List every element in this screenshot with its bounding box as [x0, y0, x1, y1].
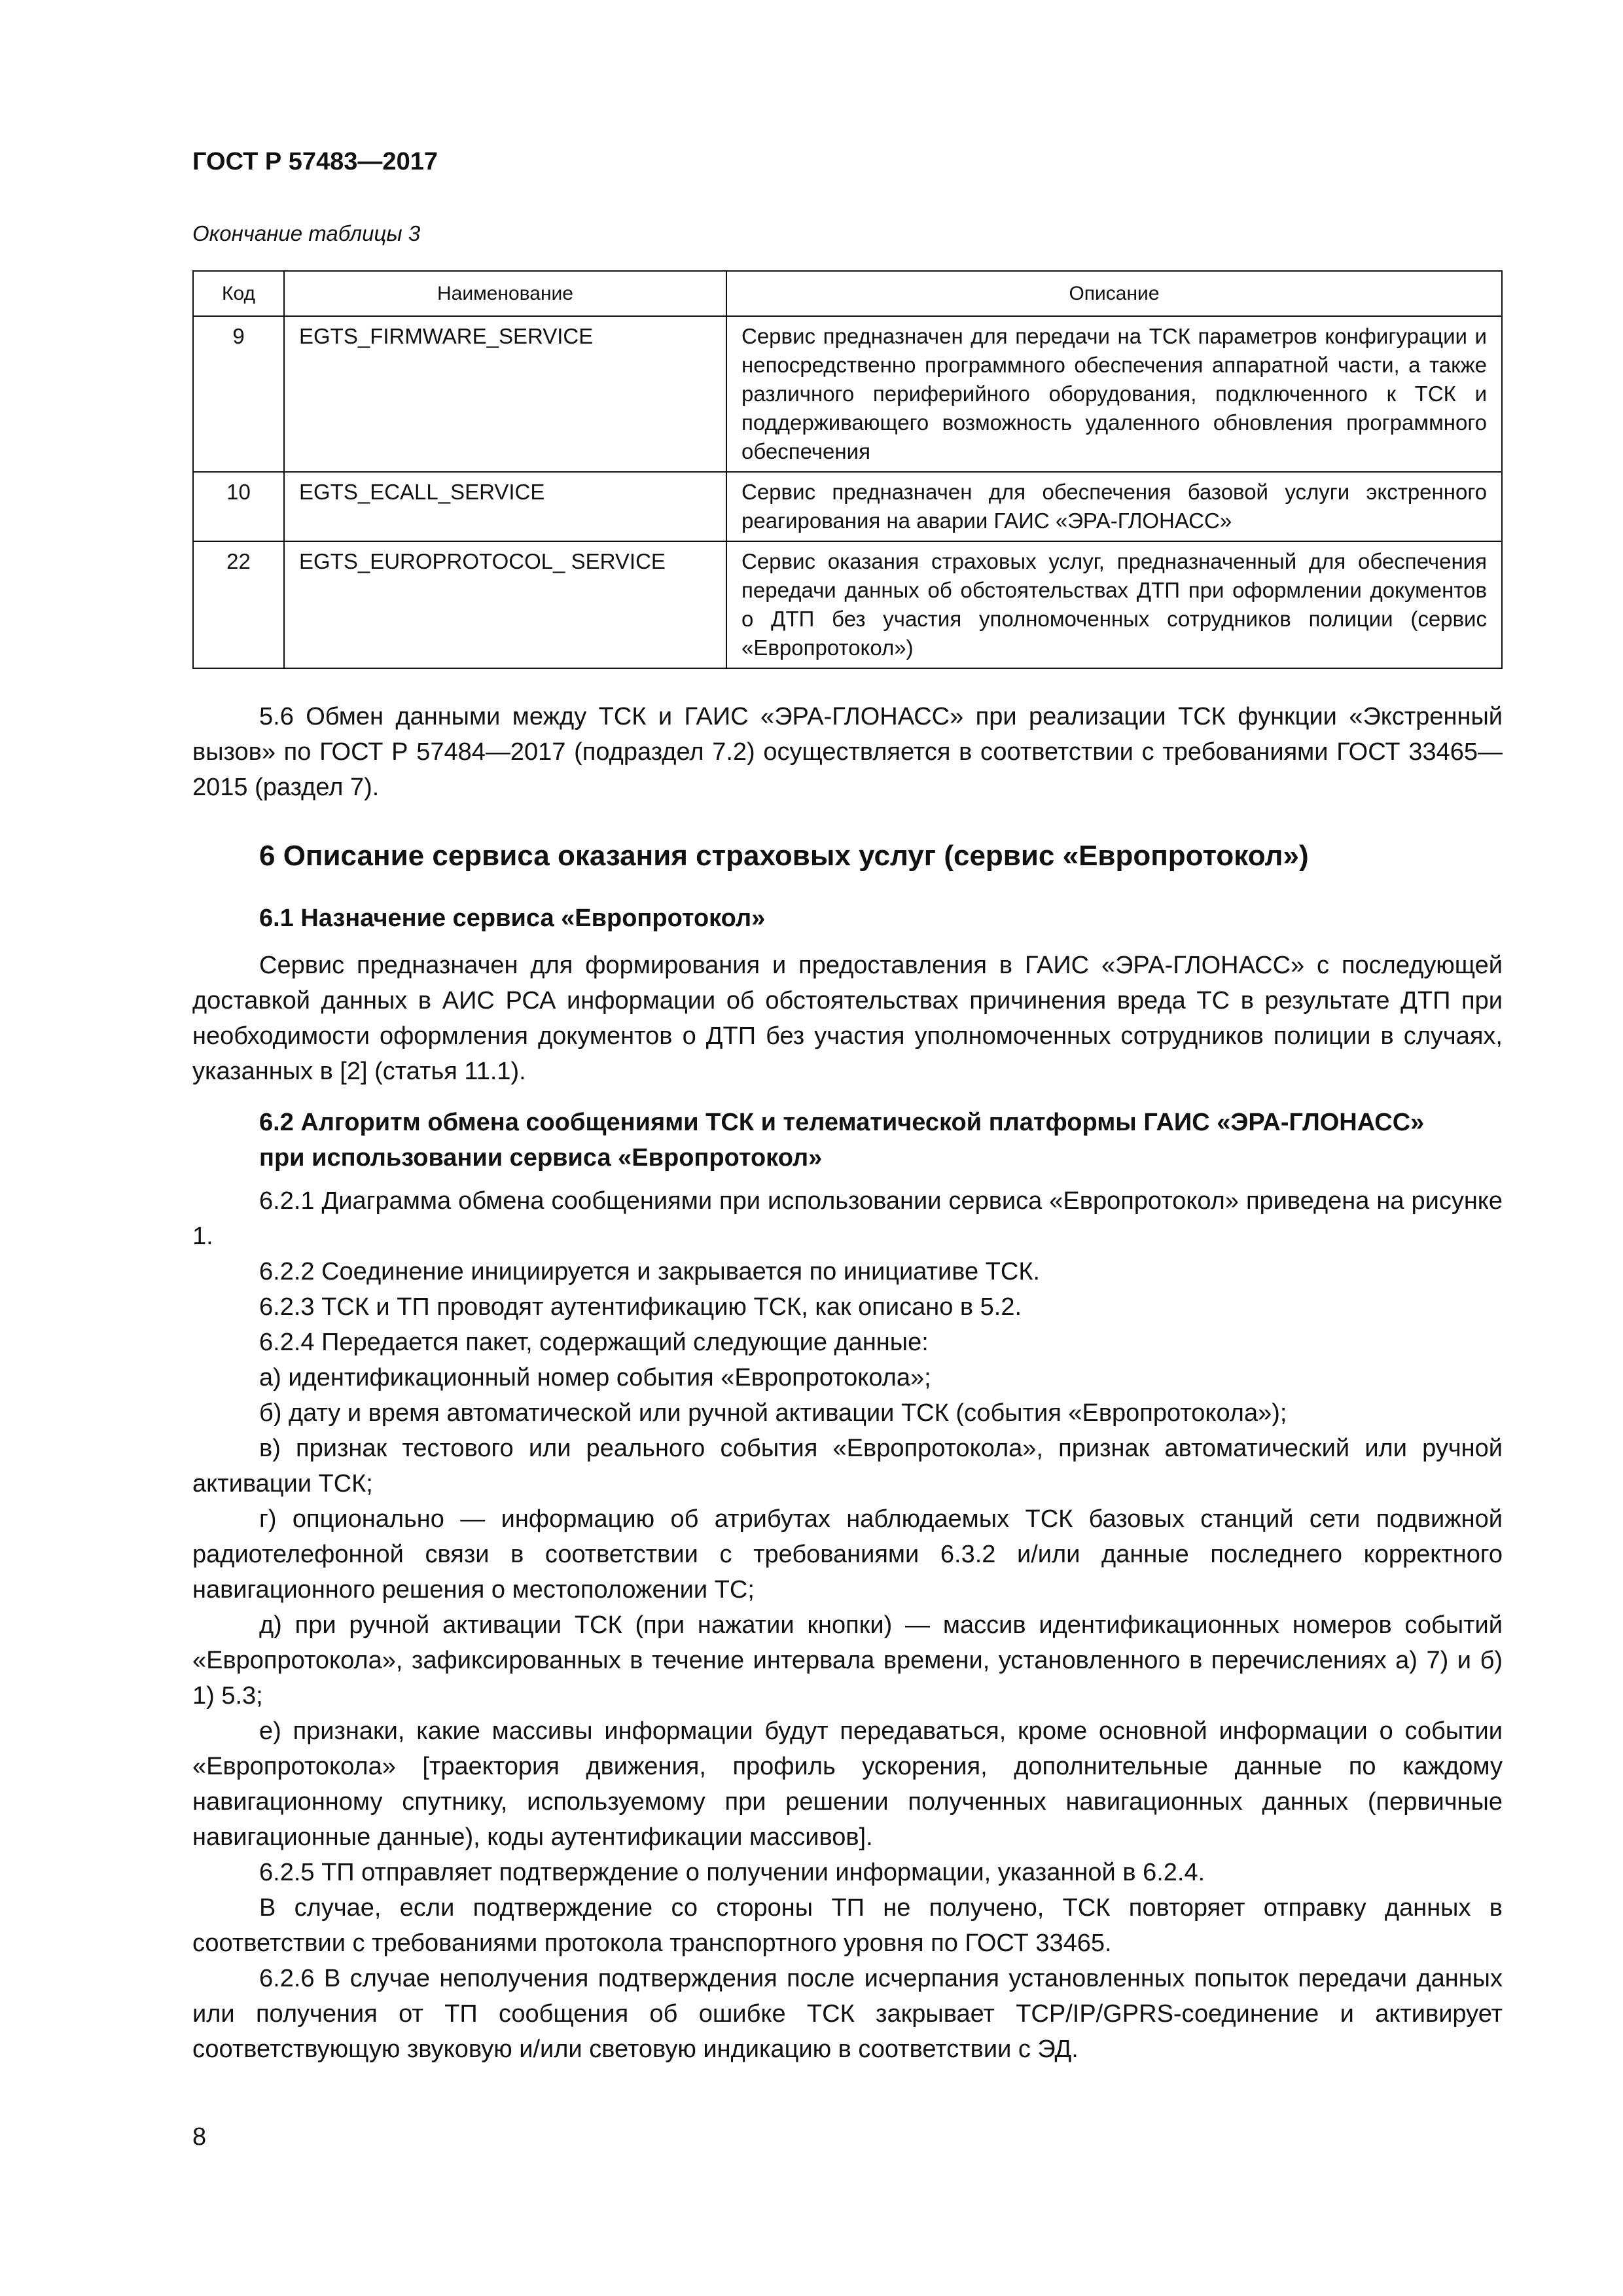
paragraph-6-1: Сервис предназначен для формирования и предоставления в ГАИС «ЭРА-ГЛОНАСС» с последующей доставкой данных в АИС РСА информации об обстоятельствах причинения вреда ТС в результате ДТП при необходимости оформления документов о ДТП без участия уполномоченных сотрудников полиции в случаях, указанных в [2] (статья 11.1).: [192, 952, 1503, 1085]
page-number: 8: [192, 2123, 207, 2151]
paragraph-6-1-block: [192, 948, 1503, 1089]
section-6-heading-block: [192, 836, 1503, 876]
cell-code: 22: [226, 549, 251, 573]
paragraph-6-2-6: 6.2.6 В случае неполучения подтверждения после исчерпания установленных попыток передачи данных или получения от ТП сообщения об ошибке ТСК закрывает TCP/IP/GPRS-соединение и активирует соответствующую звуковую и/или световую индикацию в соответствии с ЭД.: [192, 1965, 1503, 2063]
list-item-b: б) дату и время автоматической или ручной активации ТСК (события «Европротокола»);: [259, 1399, 1287, 1427]
cell-description: Сервис предназначен для обеспечения базовой услуги экстренного реагирования на аварии ГАИС «ЭРА-ГЛОНАСС»: [741, 480, 1487, 533]
list-item-a: а) идентификационный номер события «Европротокола»;: [259, 1364, 931, 1391]
subsection-6-1-heading-block: [192, 901, 1503, 936]
table-row: [193, 316, 1502, 472]
subsection-6-2-heading-line2: при использовании сервиса «Европротокол»: [259, 1144, 823, 1172]
list-item-v: в) признак тестового или реального события «Европротокола», признак автоматический или ручной активации ТСК;: [192, 1435, 1503, 1498]
column-header-description: Описание: [726, 271, 1502, 316]
subsection-6-2-heading-block: [192, 1105, 1503, 1175]
column-header-code: Код: [193, 271, 284, 316]
table-row: [193, 472, 1502, 541]
cell-code: 9: [232, 324, 245, 348]
cell-description: Сервис предназначен для передачи на ТСК параметров конфигурации и непосредственно программного обеспечения аппаратной части, а также различного периферийного оборудования, подключенного к ТСК и поддерживающего возможность удаленного обновления программного обеспечения: [741, 324, 1487, 463]
subsection-6-2-heading-line1: 6.2 Алгоритм обмена сообщениями ТСК и телематической платформы ГАИС «ЭРА-ГЛОНАСС»: [259, 1109, 1425, 1136]
table-header-row: [193, 271, 1502, 316]
subsection-6-2-body: [192, 1183, 1503, 2067]
paragraph-5-6: 5.6 Обмен данными между ТСК и ГАИС «ЭРА-ГЛОНАСС» при реализации ТСК функции «Экстренный вызов» по ГОСТ Р 57484—2017 (подраздел 7.2) осуществляется в соответствии с требованиями ГОСТ 33465—2015 (раздел 7).: [192, 703, 1503, 801]
paragraph-6-2-2: 6.2.2 Соединение инициируется и закрывается по инициативе ТСК.: [259, 1258, 1041, 1285]
paragraph-6-2-4: 6.2.4 Передается пакет, содержащий следующие данные:: [259, 1329, 929, 1356]
list-item-d: д) при ручной активации ТСК (при нажатии кнопки) — массив идентификационных номеров событий «Европротокола», зафиксированных в течение интервала времени, установленного в перечислениях а) 7) и б) 1) 5.3;: [192, 1611, 1503, 1710]
cell-code: 10: [226, 480, 251, 504]
cell-name: EGTS_EUROPROTOCOL_ SERVICE: [299, 549, 666, 573]
list-item-g: г) опционально — информацию об атрибутах наблюдаемых ТСК базовых станций сети подвижной радиотелефонной связи в соответствии с требованиями 6.3.2 и/или данные последнего корректного навигационного решения о местоположении ТС;: [192, 1505, 1503, 1604]
cell-name: EGTS_FIRMWARE_SERVICE: [299, 324, 594, 348]
paragraph-6-2-5: 6.2.5 ТП отправляет подтверждение о получении информации, указанной в 6.2.4.: [259, 1859, 1205, 1886]
list-item-e: е) признаки, какие массивы информации будут передаваться, кроме основной информации о событии «Европротокола» [траектория движения, профиль ускорения, дополнительные данные по каждому навигационному спутнику, используемому при решении полученных навигационных данных (первичные навигационные данные), коды аутентификации массивов].: [192, 1717, 1503, 1851]
paragraph-6-2-3: 6.2.3 ТСК и ТП проводят аутентификацию ТСК, как описано в 5.2.: [259, 1293, 1022, 1321]
cell-name: EGTS_ECALL_SERVICE: [299, 480, 545, 504]
section-6-heading: 6 Описание сервиса оказания страховых услуг (сервис «Европротокол»): [259, 840, 1309, 872]
table-row: [193, 541, 1502, 668]
subsection-6-1-heading: 6.1 Назначение сервиса «Европротокол»: [259, 905, 766, 932]
paragraph-6-2-5-note: В случае, если подтверждение со стороны ТП не получено, ТСК повторяет отправку данных в соответствии с требованиями протокола транспортного уровня по ГОСТ 33465.: [192, 1894, 1503, 1957]
column-header-name: Наименование: [284, 271, 726, 316]
cell-description: Сервис оказания страховых услуг, предназначенный для обеспечения передачи данных об обстоятельствах ДТП при оформлении документов о ДТП без участия уполномоченных сотрудников полиции (сервис «Европротокол»): [741, 549, 1487, 660]
document-id: ГОСТ Р 57483—2017: [192, 148, 438, 175]
paragraph-6-2-1: 6.2.1 Диаграмма обмена сообщениями при использовании сервиса «Европротокол» приведена на рисунке 1.: [192, 1187, 1503, 1250]
table-caption: Окончание таблицы 3: [192, 221, 421, 245]
services-table: [192, 270, 1503, 669]
paragraph-5-6-block: [192, 699, 1503, 805]
